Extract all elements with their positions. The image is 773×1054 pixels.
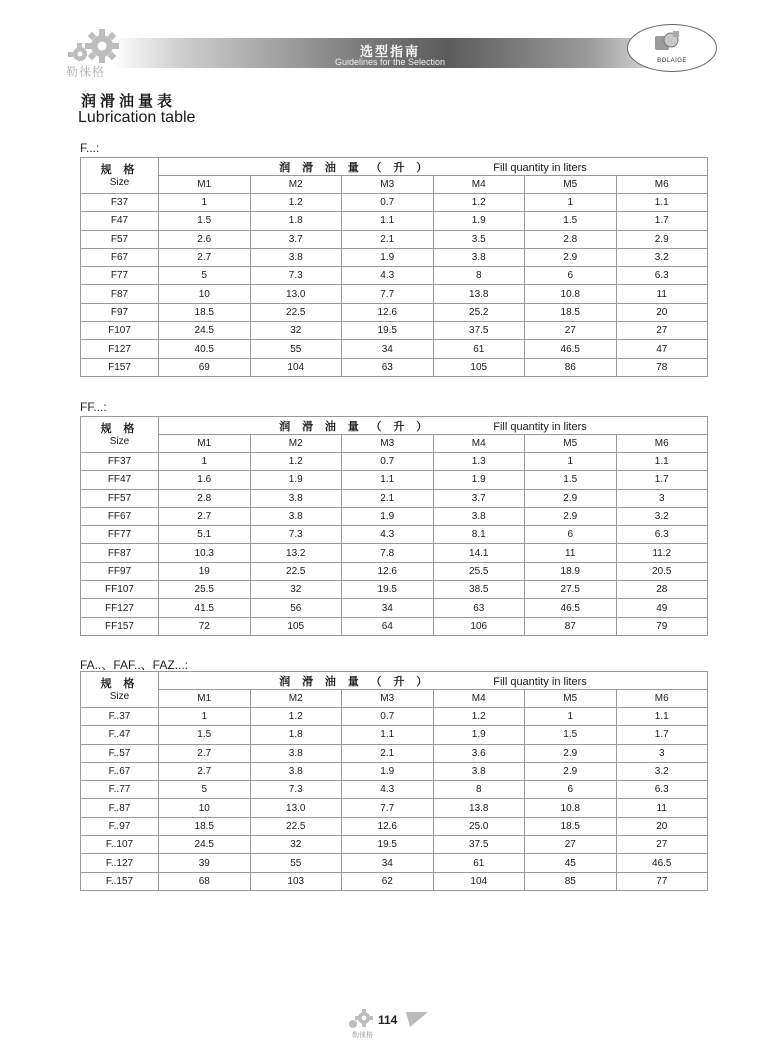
- brand-name-cn: 勒徕格: [66, 65, 106, 79]
- size-header-cn: 规 格: [100, 162, 139, 176]
- quantity-cell: 32: [250, 322, 342, 340]
- gearbox-product-icon: [651, 28, 681, 56]
- quantity-cell: 10: [159, 799, 251, 817]
- quantity-cell: 2.1: [342, 230, 434, 248]
- quantity-cell: 39: [159, 854, 251, 872]
- fill-header-en: Fill quantity in liters: [493, 420, 587, 433]
- quantity-cell: 7.3: [250, 781, 342, 799]
- quantity-cell: 7.8: [342, 544, 434, 562]
- quantity-cell: 28: [616, 581, 708, 599]
- quantity-cell: 3.8: [250, 744, 342, 762]
- quantity-cell: 11.2: [616, 544, 708, 562]
- quantity-cell: 0.7: [342, 708, 434, 726]
- quantity-cell: 20: [616, 817, 708, 835]
- table-row: [81, 581, 708, 599]
- mounting-position-header: M1: [159, 176, 251, 194]
- quantity-cell: 11: [616, 799, 708, 817]
- quantity-cell: 13.8: [433, 799, 525, 817]
- quantity-cell: 13.2: [250, 544, 342, 562]
- size-cell: F..97: [81, 817, 159, 835]
- table-label: FF...:: [80, 400, 107, 414]
- size-cell: F37: [81, 194, 159, 212]
- size-header: [81, 417, 159, 453]
- quantity-cell: 7.7: [342, 799, 434, 817]
- quantity-cell: 56: [250, 599, 342, 617]
- quantity-cell: 55: [250, 340, 342, 358]
- quantity-cell: 18.9: [525, 562, 617, 580]
- quantity-cell: 64: [342, 617, 434, 635]
- quantity-cell: 6.3: [616, 267, 708, 285]
- size-cell: F107: [81, 322, 159, 340]
- size-header-en: Size: [109, 176, 130, 188]
- quantity-cell: 1.2: [250, 453, 342, 471]
- mounting-position-header: M3: [342, 690, 434, 708]
- quantity-cell: 1: [159, 453, 251, 471]
- table-row: [81, 285, 708, 303]
- quantity-cell: 5.1: [159, 526, 251, 544]
- quantity-cell: 1.1: [616, 194, 708, 212]
- quantity-cell: 85: [525, 872, 617, 890]
- table-row: [81, 562, 708, 580]
- size-cell: F..47: [81, 726, 159, 744]
- mounting-position-header: M6: [616, 690, 708, 708]
- quantity-cell: 2.9: [525, 489, 617, 507]
- quantity-cell: 1.7: [616, 212, 708, 230]
- quantity-cell: 12.6: [342, 303, 434, 321]
- quantity-cell: 1.6: [159, 471, 251, 489]
- quantity-cell: 18.5: [525, 303, 617, 321]
- quantity-cell: 6.3: [616, 526, 708, 544]
- size-cell: FF97: [81, 562, 159, 580]
- quantity-cell: 63: [433, 599, 525, 617]
- quantity-cell: 2.8: [159, 489, 251, 507]
- quantity-cell: 0.7: [342, 194, 434, 212]
- size-cell: F127: [81, 340, 159, 358]
- quantity-cell: 79: [616, 617, 708, 635]
- table-row: [81, 781, 708, 799]
- quantity-cell: 3.8: [433, 762, 525, 780]
- table-row: [81, 599, 708, 617]
- quantity-cell: 46.5: [525, 340, 617, 358]
- table-row: [81, 708, 708, 726]
- quantity-cell: 1.9: [433, 471, 525, 489]
- table-row: [81, 267, 708, 285]
- quantity-cell: 4.3: [342, 267, 434, 285]
- quantity-cell: 46.5: [525, 599, 617, 617]
- size-cell: FF87: [81, 544, 159, 562]
- size-cell: F..127: [81, 854, 159, 872]
- quantity-cell: 3: [616, 744, 708, 762]
- header-title-cn: 选型指南: [359, 45, 420, 60]
- size-cell: FF37: [81, 453, 159, 471]
- quantity-cell: 1.9: [342, 762, 434, 780]
- brand-badge-text: BOLAIGE: [657, 58, 687, 64]
- quantity-cell: 27.5: [525, 581, 617, 599]
- quantity-cell: 1.9: [433, 212, 525, 230]
- quantity-cell: 1: [159, 194, 251, 212]
- quantity-cell: 25.2: [433, 303, 525, 321]
- quantity-cell: 8.1: [433, 526, 525, 544]
- table-row: [81, 872, 708, 890]
- quantity-cell: 2.7: [159, 744, 251, 762]
- quantity-cell: 3.6: [433, 744, 525, 762]
- page-number: 114: [378, 1013, 398, 1027]
- quantity-cell: 77: [616, 872, 708, 890]
- quantity-cell: 61: [433, 340, 525, 358]
- size-cell: F..157: [81, 872, 159, 890]
- size-cell: F57: [81, 230, 159, 248]
- table-row: [81, 854, 708, 872]
- lubrication-table: [80, 671, 708, 891]
- quantity-cell: 1: [525, 194, 617, 212]
- quantity-cell: 7.7: [342, 285, 434, 303]
- quantity-cell: 1.5: [159, 212, 251, 230]
- fill-header-en: Fill quantity in liters: [493, 675, 587, 688]
- quantity-cell: 12.6: [342, 817, 434, 835]
- quantity-cell: 3: [616, 489, 708, 507]
- table-row: [81, 799, 708, 817]
- quantity-cell: 13.8: [433, 285, 525, 303]
- size-cell: F47: [81, 212, 159, 230]
- quantity-cell: 105: [433, 358, 525, 376]
- quantity-cell: 2.7: [159, 248, 251, 266]
- quantity-cell: 1.2: [433, 708, 525, 726]
- quantity-cell: 72: [159, 617, 251, 635]
- size-header-en: Size: [109, 435, 130, 447]
- quantity-cell: 38.5: [433, 581, 525, 599]
- quantity-cell: 1: [525, 708, 617, 726]
- mounting-position-header: M3: [342, 176, 434, 194]
- quantity-cell: 3.2: [616, 248, 708, 266]
- quantity-cell: 25.5: [159, 581, 251, 599]
- lubrication-table: [80, 157, 708, 377]
- quantity-cell: 24.5: [159, 836, 251, 854]
- quantity-cell: 78: [616, 358, 708, 376]
- quantity-cell: 86: [525, 358, 617, 376]
- quantity-cell: 18.5: [525, 817, 617, 835]
- quantity-cell: 18.5: [159, 303, 251, 321]
- quantity-cell: 47: [616, 340, 708, 358]
- quantity-cell: 3.8: [250, 762, 342, 780]
- quantity-cell: 2.1: [342, 489, 434, 507]
- quantity-cell: 1.2: [250, 708, 342, 726]
- quantity-cell: 32: [250, 836, 342, 854]
- size-cell: F157: [81, 358, 159, 376]
- quantity-cell: 1.7: [616, 726, 708, 744]
- size-cell: F..37: [81, 708, 159, 726]
- page-title-cn: 润滑油量表: [81, 92, 177, 110]
- fill-header-cn: 润 滑 油 量 （ 升 ）: [279, 419, 432, 433]
- quantity-cell: 14.1: [433, 544, 525, 562]
- mounting-position-header: M1: [159, 435, 251, 453]
- quantity-cell: 3.7: [433, 489, 525, 507]
- quantity-cell: 2.9: [525, 744, 617, 762]
- size-header: [81, 158, 159, 194]
- quantity-cell: 11: [616, 285, 708, 303]
- quantity-cell: 27: [525, 322, 617, 340]
- size-header-cn: 规 格: [100, 676, 139, 690]
- quantity-cell: 105: [250, 617, 342, 635]
- quantity-cell: 2.7: [159, 762, 251, 780]
- quantity-cell: 7.3: [250, 526, 342, 544]
- quantity-cell: 1.9: [250, 471, 342, 489]
- fill-header-en: Fill quantity in liters: [493, 161, 587, 174]
- quantity-cell: 10.8: [525, 285, 617, 303]
- quantity-cell: 87: [525, 617, 617, 635]
- quantity-cell: 1.9: [342, 248, 434, 266]
- quantity-cell: 2.1: [342, 744, 434, 762]
- mounting-position-header: M2: [250, 690, 342, 708]
- quantity-cell: 5: [159, 781, 251, 799]
- table-row: [81, 471, 708, 489]
- quantity-cell: 19.5: [342, 581, 434, 599]
- quantity-cell: 11: [525, 544, 617, 562]
- quantity-cell: 3.2: [616, 507, 708, 525]
- size-header: [81, 672, 159, 708]
- quantity-cell: 25.5: [433, 562, 525, 580]
- size-header-en: Size: [109, 690, 130, 702]
- table-row: [81, 507, 708, 525]
- table-row: [81, 194, 708, 212]
- fill-header-cn: 润 滑 油 量 （ 升 ）: [279, 674, 432, 688]
- quantity-cell: 3.2: [616, 762, 708, 780]
- table-row: [81, 726, 708, 744]
- table-row: [81, 744, 708, 762]
- quantity-cell: 37.5: [433, 836, 525, 854]
- quantity-cell: 1.1: [616, 453, 708, 471]
- quantity-cell: 1.8: [250, 726, 342, 744]
- quantity-cell: 1.8: [250, 212, 342, 230]
- quantity-cell: 2.9: [525, 507, 617, 525]
- table-row: [81, 322, 708, 340]
- quantity-cell: 8: [433, 267, 525, 285]
- quantity-cell: 1.9: [342, 507, 434, 525]
- quantity-cell: 1.3: [433, 453, 525, 471]
- mounting-position-header: M6: [616, 176, 708, 194]
- quantity-cell: 1.5: [525, 212, 617, 230]
- size-cell: FF67: [81, 507, 159, 525]
- quantity-cell: 68: [159, 872, 251, 890]
- header-title-en: Guidelines for the Selection: [334, 57, 446, 67]
- page-corner-arrow-icon: [406, 1010, 428, 1028]
- quantity-cell: 1.5: [525, 726, 617, 744]
- size-cell: F..77: [81, 781, 159, 799]
- quantity-cell: 18.5: [159, 817, 251, 835]
- quantity-cell: 3.8: [250, 489, 342, 507]
- quantity-cell: 34: [342, 599, 434, 617]
- quantity-cell: 3.8: [433, 248, 525, 266]
- quantity-cell: 27: [616, 322, 708, 340]
- size-cell: FF127: [81, 599, 159, 617]
- size-cell: F97: [81, 303, 159, 321]
- quantity-cell: 45: [525, 854, 617, 872]
- mounting-position-header: M5: [525, 690, 617, 708]
- size-header-cn: 规 格: [100, 421, 139, 435]
- quantity-cell: 1.1: [616, 708, 708, 726]
- quantity-cell: 10.8: [525, 799, 617, 817]
- mounting-position-header: M5: [525, 435, 617, 453]
- quantity-cell: 22.5: [250, 562, 342, 580]
- table-row: [81, 762, 708, 780]
- mounting-position-header: M1: [159, 690, 251, 708]
- quantity-cell: 13.0: [250, 799, 342, 817]
- fill-quantity-header: [159, 672, 708, 690]
- quantity-cell: 32: [250, 581, 342, 599]
- quantity-cell: 1.2: [433, 194, 525, 212]
- fill-quantity-header: [159, 417, 708, 435]
- quantity-cell: 1.1: [342, 726, 434, 744]
- quantity-cell: 20: [616, 303, 708, 321]
- quantity-cell: 1: [159, 708, 251, 726]
- quantity-cell: 1: [525, 453, 617, 471]
- footer-gear-logo-icon: [344, 1006, 378, 1032]
- size-cell: FF157: [81, 617, 159, 635]
- quantity-cell: 1.1: [342, 212, 434, 230]
- mounting-position-header: M3: [342, 435, 434, 453]
- quantity-cell: 6: [525, 781, 617, 799]
- quantity-cell: 6.3: [616, 781, 708, 799]
- quantity-cell: 3.7: [250, 230, 342, 248]
- quantity-cell: 3.5: [433, 230, 525, 248]
- quantity-cell: 27: [616, 836, 708, 854]
- quantity-cell: 3.8: [250, 248, 342, 266]
- size-cell: FF57: [81, 489, 159, 507]
- size-cell: FF77: [81, 526, 159, 544]
- quantity-cell: 63: [342, 358, 434, 376]
- mounting-position-header: M4: [433, 690, 525, 708]
- quantity-cell: 8: [433, 781, 525, 799]
- quantity-cell: 103: [250, 872, 342, 890]
- quantity-cell: 40.5: [159, 340, 251, 358]
- quantity-cell: 2.8: [525, 230, 617, 248]
- lubrication-table: [80, 416, 708, 636]
- quantity-cell: 104: [250, 358, 342, 376]
- quantity-cell: 19: [159, 562, 251, 580]
- footer-brand-cn: 勒徕格: [352, 1032, 373, 1039]
- quantity-cell: 3.8: [433, 507, 525, 525]
- quantity-cell: 2.9: [525, 762, 617, 780]
- quantity-cell: 24.5: [159, 322, 251, 340]
- quantity-cell: 1.5: [525, 471, 617, 489]
- table-row: [81, 212, 708, 230]
- quantity-cell: 7.3: [250, 267, 342, 285]
- quantity-cell: 61: [433, 854, 525, 872]
- mounting-position-header: M4: [433, 176, 525, 194]
- quantity-cell: 2.9: [616, 230, 708, 248]
- size-cell: F67: [81, 248, 159, 266]
- quantity-cell: 1.5: [159, 726, 251, 744]
- quantity-cell: 49: [616, 599, 708, 617]
- mounting-position-header: M4: [433, 435, 525, 453]
- table-row: [81, 836, 708, 854]
- quantity-cell: 10: [159, 285, 251, 303]
- quantity-cell: 106: [433, 617, 525, 635]
- quantity-cell: 46.5: [616, 854, 708, 872]
- size-cell: F..107: [81, 836, 159, 854]
- quantity-cell: 19.5: [342, 836, 434, 854]
- quantity-cell: 1.1: [342, 471, 434, 489]
- quantity-cell: 4.3: [342, 526, 434, 544]
- page-title-en: Lubrication table: [78, 109, 196, 126]
- table-row: [81, 617, 708, 635]
- table-label: F...:: [80, 141, 100, 155]
- quantity-cell: 55: [250, 854, 342, 872]
- mounting-position-header: M2: [250, 176, 342, 194]
- quantity-cell: 0.7: [342, 453, 434, 471]
- quantity-cell: 62: [342, 872, 434, 890]
- quantity-cell: 3.8: [250, 507, 342, 525]
- quantity-cell: 25.0: [433, 817, 525, 835]
- quantity-cell: 22.5: [250, 817, 342, 835]
- quantity-cell: 6: [525, 526, 617, 544]
- size-cell: F..67: [81, 762, 159, 780]
- table-row: [81, 453, 708, 471]
- quantity-cell: 104: [433, 872, 525, 890]
- size-cell: F..87: [81, 799, 159, 817]
- table-label: FA..、FAF..、FAZ...:: [80, 658, 189, 672]
- quantity-cell: 5: [159, 267, 251, 285]
- table-row: [81, 358, 708, 376]
- size-cell: FF107: [81, 581, 159, 599]
- fill-quantity-header: [159, 158, 708, 176]
- table-row: [81, 817, 708, 835]
- quantity-cell: 37.5: [433, 322, 525, 340]
- quantity-cell: 20.5: [616, 562, 708, 580]
- quantity-cell: 34: [342, 854, 434, 872]
- table-row: [81, 303, 708, 321]
- table-row: [81, 489, 708, 507]
- quantity-cell: 1.7: [616, 471, 708, 489]
- size-cell: F77: [81, 267, 159, 285]
- table-row: [81, 544, 708, 562]
- quantity-cell: 2.7: [159, 507, 251, 525]
- mounting-position-header: M6: [616, 435, 708, 453]
- quantity-cell: 12.6: [342, 562, 434, 580]
- mounting-position-header: M5: [525, 176, 617, 194]
- quantity-cell: 22.5: [250, 303, 342, 321]
- quantity-cell: 13.0: [250, 285, 342, 303]
- quantity-cell: 6: [525, 267, 617, 285]
- quantity-cell: 19.5: [342, 322, 434, 340]
- table-row: [81, 340, 708, 358]
- quantity-cell: 10.3: [159, 544, 251, 562]
- table-row: [81, 526, 708, 544]
- quantity-cell: 2.6: [159, 230, 251, 248]
- quantity-cell: 27: [525, 836, 617, 854]
- quantity-cell: 34: [342, 340, 434, 358]
- quantity-cell: 4.3: [342, 781, 434, 799]
- size-cell: F87: [81, 285, 159, 303]
- quantity-cell: 41.5: [159, 599, 251, 617]
- size-cell: F..57: [81, 744, 159, 762]
- quantity-cell: 69: [159, 358, 251, 376]
- fill-header-cn: 润 滑 油 量 （ 升 ）: [279, 160, 432, 174]
- table-row: [81, 230, 708, 248]
- mounting-position-header: M2: [250, 435, 342, 453]
- table-row: [81, 248, 708, 266]
- quantity-cell: 2.9: [525, 248, 617, 266]
- quantity-cell: 1.9: [433, 726, 525, 744]
- quantity-cell: 1.2: [250, 194, 342, 212]
- size-cell: FF47: [81, 471, 159, 489]
